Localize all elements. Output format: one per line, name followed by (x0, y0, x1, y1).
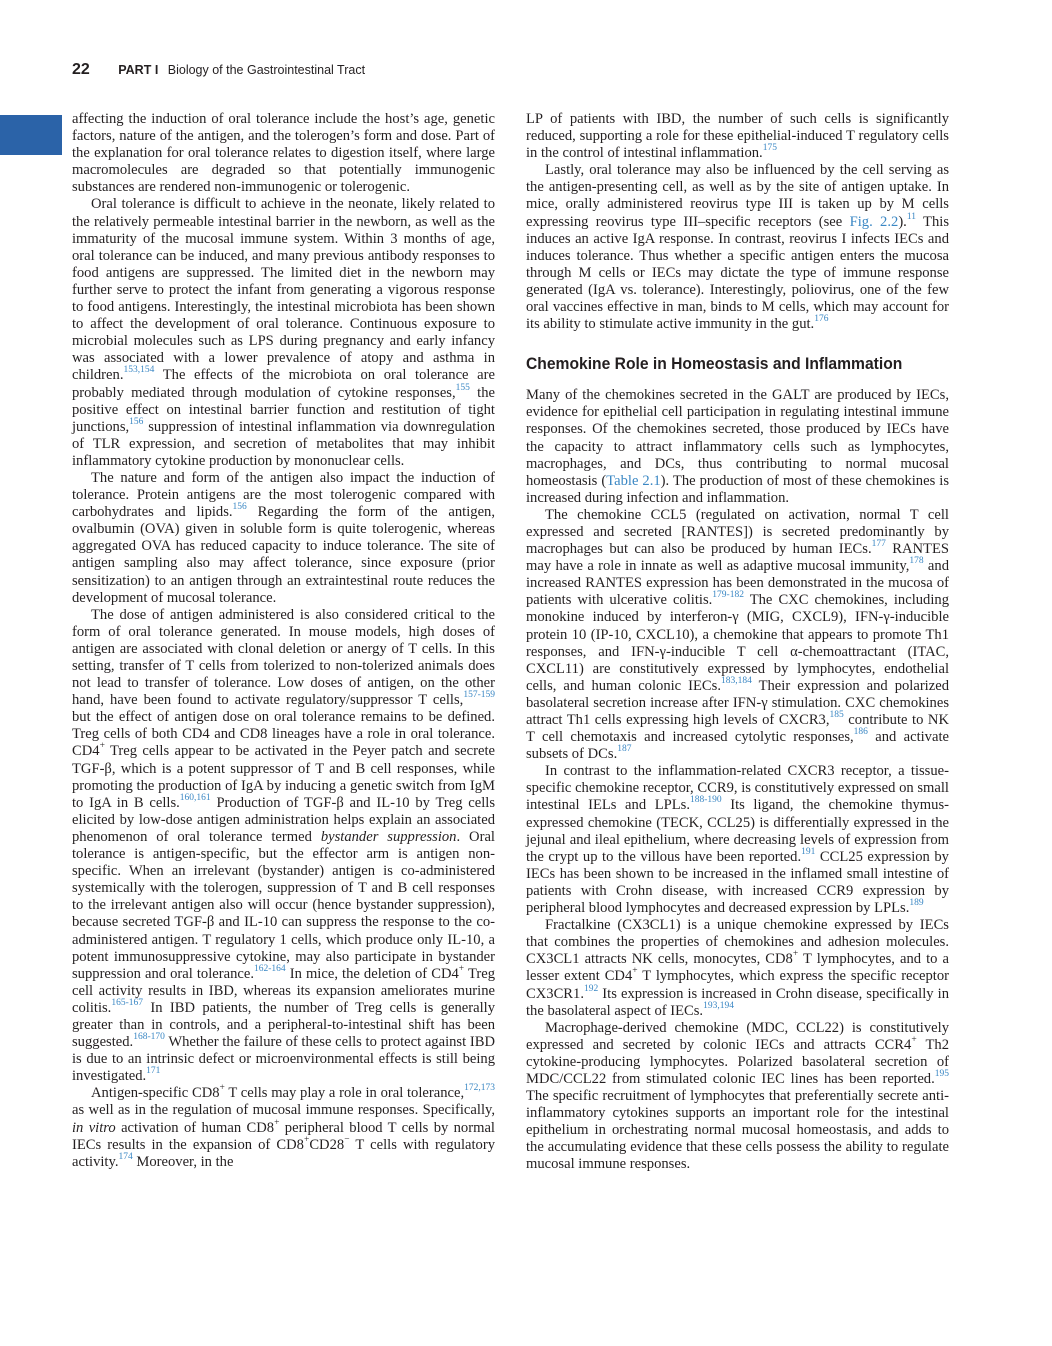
citation-reference[interactable]: 175 (762, 143, 777, 154)
text-run: ). The production of most of these chemokines is increased during infection and inflammation. (526, 472, 950, 506)
text-run: Moreover, in the (132, 1153, 234, 1170)
text-run: and increased RANTES expression has been demonstrated in the mucosa of patients with ulcerative colitis. (526, 558, 949, 609)
cross-reference-link[interactable]: Table 2.1 (606, 472, 661, 489)
citation-reference[interactable]: 165-167 (111, 997, 143, 1008)
text-run: Fractalkine (CX3CL1) is a unique chemokine expressed by IECs that combines the properties of chemokines and adhesion molecules. CX3CL1 attracts NK cells, monocytes, CD8 (526, 917, 949, 968)
paragraph (526, 162, 949, 333)
text-run: and activate subsets of DCs. (526, 729, 949, 763)
text-run: Antigen-specific CD8 (91, 1085, 220, 1102)
citation-reference[interactable]: 192 (583, 983, 599, 994)
text-run: Its expression is increased in Crohn disease, specifically in the basolateral aspect of IECs. (526, 985, 949, 1019)
text-run: RANTES may have a role in innate as well as adaptive mucosal immunity, (526, 541, 950, 575)
superscript: + (303, 1134, 310, 1145)
superscript: + (99, 741, 105, 752)
citation-reference[interactable]: 178 (909, 556, 924, 567)
text-run: Treg cells appear to be activated in the Peyer patch and secrete TGF-β, which is a potent suppressor of T and B cell responses, while promoting the production of IgA by inducing a genetic switch from IgM to IgA in B cells. (72, 743, 495, 811)
citation-reference[interactable]: 177 (871, 539, 886, 550)
text-run: ). (898, 213, 907, 230)
text-run: but the effect of antigen dose on oral tolerance remains to be defined. Treg cells of both CD4 and CD8 lineages have a role in oral tolerance. CD4 (72, 709, 495, 760)
citation-reference[interactable]: 172,173 (464, 1083, 495, 1094)
text-run: the positive effect on intestinal barrier function and restitution of tight junctions, (72, 384, 495, 435)
text-run: as well as in the regulation of mucosal immune responses. Specifically, (72, 1102, 495, 1119)
text-run: This induces an active IgA response. In contrast, reovirus I infects IECs and induces tolerance. Thus whether a specific antigen enters the mucosa through M cells or IECs may dictate the type of immune response generated (IgA vs. tolerance). Interestingly, poliovirus, one of the few oral vaccines effective in man, binds to M cells, which may account for its ability to stimulate active immunity in the gut. (526, 213, 949, 333)
citation-reference[interactable]: 156 (232, 502, 247, 513)
citation-reference[interactable]: 187 (617, 744, 632, 755)
emphasis-text: bystander suppression (320, 828, 457, 845)
citation-reference[interactable]: 155 (455, 382, 470, 393)
text-run: T cells may play a role in oral tolerance, (224, 1085, 465, 1102)
text-run: contribute to NK T cell chemotaxis and increased cytolytic responses, (526, 712, 949, 746)
text-run: peripheral blood T cells by normal IECs results in the expansion of CD8 (72, 1119, 495, 1153)
paragraph (526, 387, 949, 507)
citation-reference[interactable]: 183,184 (720, 675, 752, 686)
text-run: The nature and form of the antigen also impact the induction of tolerance. Protein antigens are the most tolerogenic compared with carbohydrates and lipids. (72, 469, 495, 521)
text-run: Its ligand, the chemokine thymus-expressed chemokine (TECK, CCL25) is differentially expressed in the jejunal and ileal epithelium, where decreasing levels of expression from the crypt up to the villous have been reported. (526, 797, 949, 865)
citation-reference[interactable]: 157-159 (463, 690, 495, 701)
citation-reference[interactable]: 11 (906, 211, 916, 222)
citation-reference[interactable]: 188-190 (689, 795, 722, 806)
citation-reference[interactable]: 176 (814, 314, 829, 325)
text-run: Many of the chemokines secreted in the GALT are produced by IECs, evidence for epithelial cell participation in regulating intestinal immune responses. Of the chemokines secreted, those produced by IECs have the capacity to attract inflammatory cells such as lymphocytes, macrophages, and DCs, thus contributing to normal mucosal homeostasis ( (526, 387, 949, 489)
citation-reference[interactable]: 191 (801, 846, 816, 857)
left-column (72, 111, 495, 1171)
page-header (72, 61, 365, 81)
citation-reference[interactable]: 195 (934, 1068, 949, 1079)
citation-reference[interactable]: 174 (118, 1151, 133, 1162)
chapter-tab-marker (0, 115, 62, 155)
text-run: suppression of intestinal inflammation via downregulation of TLR expression, and secretion of metabolites that may inhibit inflammatory cytokine production by mononuclear cells. (72, 418, 495, 469)
citation-reference[interactable]: 179-182 (712, 590, 744, 601)
citation-reference[interactable]: 185 (829, 710, 844, 720)
superscript: − (344, 1134, 350, 1145)
paragraph (526, 1020, 949, 1174)
text-run: CD28 (309, 1136, 345, 1153)
cross-reference-link[interactable]: Fig. 2.2 (849, 213, 899, 230)
text-run: affecting the induction of oral tolerance include the host’s age, genetic factors, nature of the antigen, and the tolerogen’s form and dose. Part of the explanation for oral tolerance relates to digestion itself, where large macromolecules are degraded so that potentially immunogenic substances are rendered non-immunogenic or tolerogenic. (72, 111, 495, 196)
citation-reference[interactable]: 162-164 (254, 963, 286, 974)
citation-reference[interactable]: 156 (129, 416, 144, 427)
text-run: The effects of the microbiota on oral tolerance are probably mediated through modulation of cytokine responses, (72, 367, 495, 401)
text-run: Their expression and polarized basolateral secretion increase after IFN-γ stimulation. CXC chemokines attract Th1 cells expressing high levels of CXCR3, (526, 677, 949, 728)
paragraph (526, 111, 949, 162)
right-column-bottom (526, 387, 949, 1173)
paragraph (526, 763, 949, 917)
text-run: Th2 cytokine-producing lymphocytes. Polarized basolateral secretion of MDC/CCL22 from stimulated colonic IEC lines has been reported. (526, 1036, 949, 1087)
text-run: LP of patients with IBD, the number of such cells is significantly reduced, supporting a role for these epithelial-induced T regulatory cells in the control of intestinal inflammation. (526, 111, 949, 162)
text-run: CCL25 expression by IECs has been shown to be increased in the inflamed small intestine of patients with Crohn disease, with increased CCR9 expression by peripheral blood lymphocytes and decreased expression by LPLs. (526, 848, 949, 917)
text-run: Production of TGF-β and IL-10 by Treg cells elicited by low-dose antigen administration helps explain an associated phenomenon of oral tolerance termed (72, 794, 495, 845)
emphasis-text: in vitro (72, 1119, 116, 1136)
part-label: PART I (118, 63, 159, 77)
text-run: T lymphocytes, which express the specific receptor CX3CR1. (526, 968, 949, 1002)
citation-reference[interactable]: 186 (853, 727, 868, 738)
superscript: + (911, 1034, 917, 1045)
text-run: The CXC chemokines, including monokine induced by interferon-γ (MIG, CXCL9), IFN-γ-inducible protein 10 (IP-10, CXCL10), a chemokine that appears to promote Th1 responses, and IFN-γ-inducible T cell α-chemoattractant (ITAC, CXCL11) are constitutively expressed by lymphocytes, endothelial cells, and human colonic IECs. (526, 592, 949, 694)
chapter-title: Biology of the Gastrointestinal Tract (167, 63, 366, 77)
citation-reference[interactable]: 153,154 (123, 365, 155, 376)
superscript: + (219, 1083, 225, 1094)
text-run: Regarding the form of the antigen, ovalbumin (OVA) given in soluble form is quite tolerogenic, whereas aggregated OVA has reduced capacity to induce tolerance. The site of antigen sampling also may affect tolerance, since exposure (prior sensitization) to an antigen through an extraintestinal route reduces the development of mucosal tolerance. (72, 504, 495, 606)
citation-reference[interactable]: 189 (909, 898, 924, 909)
superscript: + (792, 949, 799, 960)
citation-reference[interactable]: 168-170 (133, 1032, 165, 1043)
text-run: Oral tolerance is difficult to achieve in the neonate, likely related to the relatively permeable intestinal barrier in the newborn, as well as the immaturity of the mucosal immune system. Within 3 months of age, oral tolerance can be induced, and many previous antibody responses to food antigens are suppressed. The limited diet in the newborn may further serve to protect the infant from generating a vigorous response to food antigens. Interestingly, the intestinal microbiota has been shown to affect the development of oral tolerance. Continuous exposure to microbial molecules such as LPS during pregnancy and early infancy was associated with a lower prevalence of atopy and asthma in children. (72, 196, 495, 384)
text-run: The chemokine CCL5 (regulated on activation, normal T cell expressed and secreted [RANTES]) is secreted predominantly by macrophages but can also be produced by human IECs. (526, 506, 949, 558)
text-run: The specific recruitment of lymphocytes that preferentially secrete anti-inflammatory cytokines supports an important role for the intestinal epithelium in orchestrating normal mucosal homeostasis, and adds to the accumulating evidence that these cells possess the ability to regulate mucosal immune responses. (526, 1088, 949, 1173)
paragraph (72, 607, 495, 1086)
text-run: The dose of antigen administered is also considered critical to the form of oral tolerance generated. In mouse models, high doses of antigen are associated with clonal deletion or anergy of T cells. In this setting, transfer of T cells from tolerized to non-tolerized animals does not lead to transfer of tolerance. Low doses of antigen, on the other hand, have been found to activate regulatory/suppressor T cells, (72, 606, 495, 709)
paragraph (72, 111, 495, 196)
text-run: Lastly, oral tolerance may also be influenced by the cell serving as the antigen-presenting cell, as well as by the site of antigen uptake. In mice, orally administered reovirus type III is taken up by M cells expressing reovirus type III–specific receptors (see (526, 162, 949, 230)
text-run: . Oral tolerance is antigen-specific, but the effector arm is antigen non-specific. When an irrelevant (bystander) antigen is co-administered systemically with the tolerogen, suppression of T and B cell responses to the irrelevant antigen also will occur (hence bystander suppression), because secreted TGF-β and IL-10 can suppress the response to the co-administered antigen. T regulatory 1 cells, which produce only IL-10, a potent immunosuppressive cytokine, may also participate in bystander suppression and oral tolerance. (72, 828, 495, 982)
text-run: Macrophage-derived chemokine (MDC, CCL22) is constitutively expressed and secreted by colonic IECs and attracts CCR4 (526, 1019, 949, 1053)
text-run: T cells with regulatory activity. (72, 1136, 496, 1170)
paragraph (526, 507, 949, 763)
text-run: In mice, the deletion of CD4 (285, 965, 459, 982)
text-run: Treg cell activity results in IBD, whereas its expansion ameliorates murine colitis. (72, 965, 495, 1016)
text-run: T lymphocytes, and to a lesser extent CD4 (526, 951, 949, 985)
citation-reference[interactable]: 193,194 (703, 1000, 734, 1011)
text-run: In IBD patients, the number of Treg cells is generally greater than in controls, and a peripheral-to-intestinal shift has been suggested. (72, 999, 495, 1051)
citation-reference[interactable]: 160,161 (179, 792, 211, 803)
text-run: Whether the failure of these cells to protect against IBD is due to an intrinsic defect or microenvironmental effects is still being investigated. (72, 1034, 495, 1085)
right-column (526, 111, 949, 1174)
paragraph (72, 1085, 495, 1170)
citation-reference[interactable]: 171 (146, 1066, 161, 1077)
superscript: + (632, 966, 638, 977)
superscript: + (274, 1117, 280, 1128)
paragraph (72, 196, 495, 470)
text-run: In contrast to the inflammation-related CXCR3 receptor, a tissue-specific chemokine receptor, CCR9, is constitutively expressed on small intestinal IELs and LPLs. (526, 763, 949, 814)
section-heading: Chemokine Role in Homeostasis and Inflammation (526, 354, 903, 374)
text-run: activation of human CD8 (115, 1119, 275, 1136)
paragraph (72, 470, 495, 607)
superscript: + (458, 963, 465, 974)
page-number: 22 (72, 61, 90, 78)
right-column-top (526, 111, 949, 333)
paragraph (526, 917, 949, 1020)
